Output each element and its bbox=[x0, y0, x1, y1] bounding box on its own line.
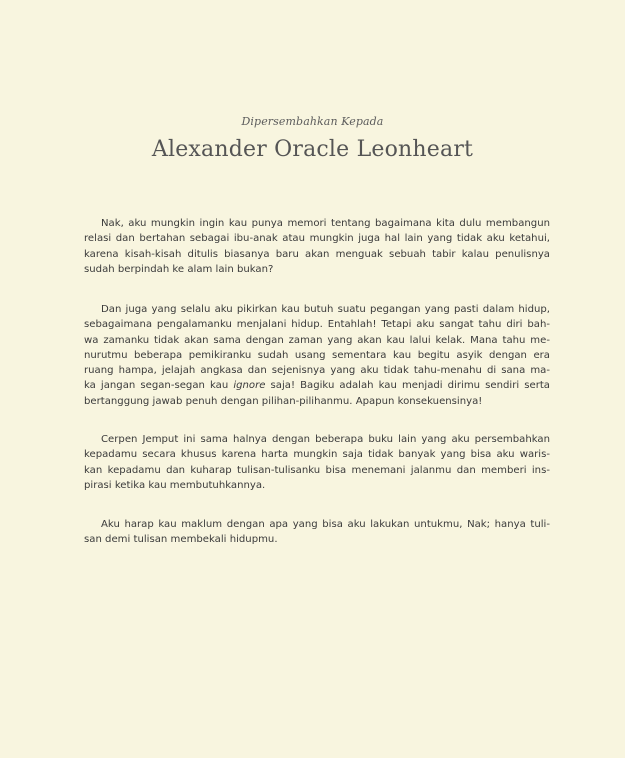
paragraph-line: karena kisah-kisah ditulis biasanya baru akan menguak sebuah tabir kalau penulisnya bbox=[84, 248, 550, 260]
paragraph-line: bertanggung jawab penuh dengan pilihan-pilihanmu. Apapun konsekuensinya! bbox=[84, 395, 483, 407]
paragraph-line-with-italic bbox=[84, 378, 550, 393]
paragraph-line: san demi tulisan membekali hidupmu. bbox=[84, 534, 278, 546]
paragraph-line: relasi dan bertahan sebagai ibu-anak atau mungkin juga hal lain yang tidak aku ketahui, bbox=[84, 233, 550, 245]
paragraph-line: Cerpen Jemput ini sama halnya dengan beberapa buku lain yang aku persembahkan bbox=[101, 434, 550, 445]
paragraph-line: sebagaimana pengalamanku menjalani hidup. Entahlah! Tetapi aku sangat tahu diri bah- bbox=[84, 319, 550, 331]
dedication-subtitle: Dipersembahkan Kepada bbox=[241, 115, 384, 128]
text-span: saja! Bagiku adalah kau menjadi dirimu sendiri serta bbox=[265, 380, 550, 392]
paragraph-line: ruang hampa, jelajah angkasa dan sejenisnya yang aku tidak tahu-menahu di sana ma- bbox=[84, 365, 550, 377]
paragraph-line: Nak, aku mungkin ingin kau punya memori tentang bagaimana kita dulu membangun bbox=[101, 218, 550, 229]
italic-word: ignore bbox=[233, 380, 266, 392]
paragraph-2 bbox=[84, 302, 550, 409]
paragraph-3 bbox=[84, 432, 550, 493]
dedication-name: Alexander Oracle Leonheart bbox=[151, 137, 474, 162]
paragraph-line: Aku harap kau maklum dengan apa yang bisa aku lakukan untukmu, Nak; hanya tuli- bbox=[101, 519, 550, 530]
paragraph-4 bbox=[84, 517, 550, 548]
paragraph-line: Dan juga yang selalu aku pikirkan kau butuh suatu pegangan yang pasti dalam hidup, bbox=[101, 304, 550, 315]
paragraph-line: wa zamanku tidak akan sama dengan zaman yang akan kau lalui kelak. Mana tahu me- bbox=[84, 334, 550, 346]
paragraph-line: pirasi ketika kau membutuhkannya. bbox=[84, 479, 266, 491]
paragraph-line: kepadamu secara khusus karena harta mungkin saja tidak banyak yang bisa aku waris- bbox=[84, 449, 550, 461]
paragraph-line: nurutmu beberapa pemikiranku sudah usang sementara kau begitu asyik dengan era bbox=[84, 349, 550, 361]
paragraph-line: sudah berpindah ke alam lain bukan? bbox=[84, 263, 274, 275]
paragraph-line: kan kepadamu dan kuharap tulisan-tulisanku bisa menemani jalanmu dan memberi ins- bbox=[84, 464, 550, 476]
text-span: ka jangan segan-segan kau bbox=[84, 380, 234, 392]
paragraph-1 bbox=[84, 216, 550, 277]
